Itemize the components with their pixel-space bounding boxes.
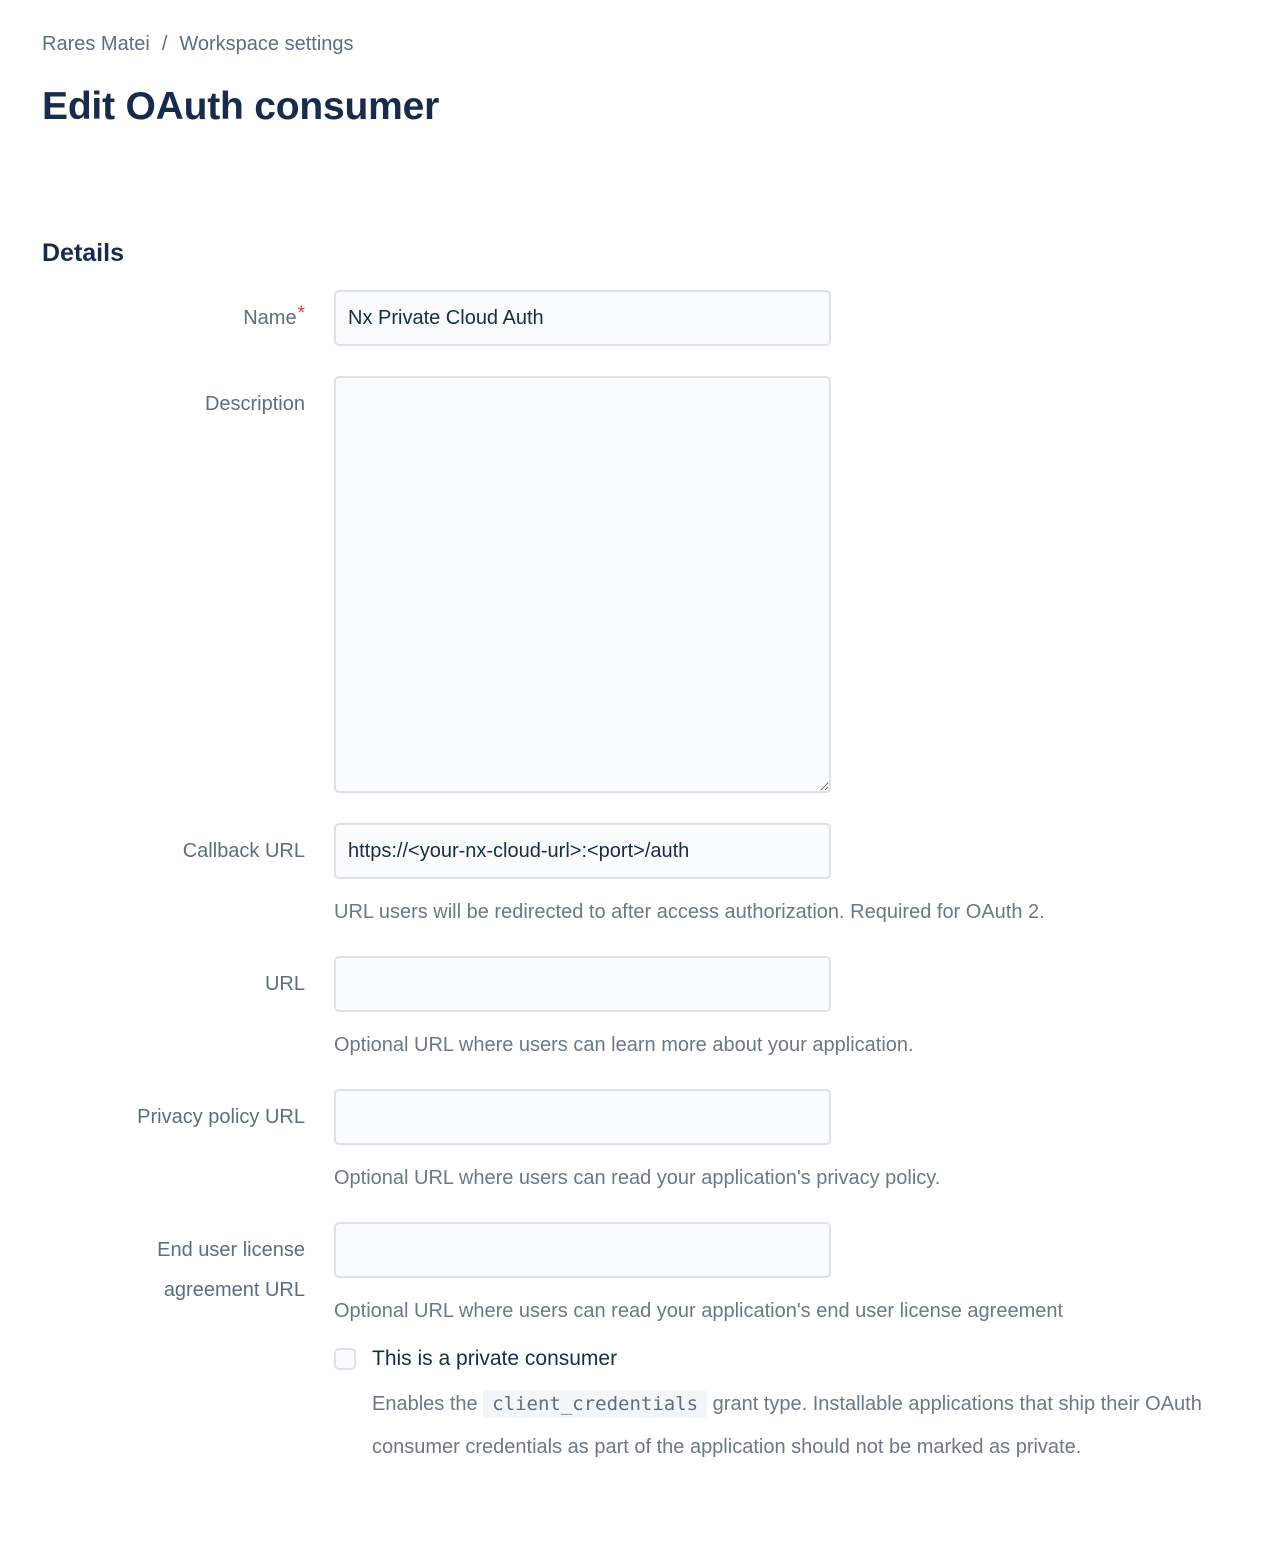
eula-url-help: Optional URL where users can read your application's end user license agreement xyxy=(334,1300,1064,1322)
private-consumer-help-suffix: grant type. Installable applications that ship their OAuth consumer credentials as part of the application should not be marked as private. xyxy=(372,1393,1202,1458)
eula-url-row xyxy=(42,1222,1236,1325)
callback-url-field-cell xyxy=(334,823,1236,926)
private-consumer-checkbox[interactable] xyxy=(334,1348,356,1370)
eula-url-label: End user license agreement URL xyxy=(157,1239,305,1301)
private-consumer-label[interactable]: This is a private consumer xyxy=(372,1347,618,1370)
eula-url-input[interactable] xyxy=(334,1222,831,1278)
description-label: Description xyxy=(204,393,305,415)
client-credentials-code-chip: client_credentials xyxy=(483,1390,707,1418)
breadcrumb-separator: / xyxy=(161,33,168,55)
url-help: Optional URL where users can learn more about your application. xyxy=(334,1034,914,1056)
callback-url-input[interactable] xyxy=(334,823,831,879)
description-field-cell xyxy=(334,376,1236,793)
breadcrumb-settings-link[interactable]: Workspace settings xyxy=(179,33,354,55)
url-label: URL xyxy=(264,973,305,995)
callback-url-row xyxy=(42,823,1236,926)
url-input[interactable] xyxy=(334,956,831,1012)
privacy-policy-url-row xyxy=(42,1089,1236,1192)
private-consumer-help-prefix: Enables the xyxy=(372,1393,484,1415)
oauth-consumer-form xyxy=(42,290,1236,1469)
breadcrumb xyxy=(42,33,1236,56)
private-consumer-field-cell xyxy=(334,1347,1236,1469)
description-row xyxy=(42,376,1236,793)
name-label xyxy=(42,290,305,346)
url-row xyxy=(42,956,1236,1059)
details-section-heading: Details xyxy=(42,239,124,267)
required-asterisk: * xyxy=(297,303,305,324)
privacy-policy-url-input[interactable] xyxy=(334,1089,831,1145)
callback-url-label: Callback URL xyxy=(182,840,305,862)
page-title: Edit OAuth consumer xyxy=(42,85,440,128)
eula-url-field-cell xyxy=(334,1222,1236,1325)
name-row xyxy=(42,290,1236,346)
private-consumer-label-spacer xyxy=(42,1347,305,1469)
description-textarea[interactable] xyxy=(334,376,831,793)
name-input[interactable] xyxy=(334,290,831,346)
name-field-cell xyxy=(334,290,1236,346)
name-label-text: Name xyxy=(243,307,297,329)
callback-url-help: URL users will be redirected to after access authorization. Required for OAuth 2. xyxy=(334,901,1045,923)
url-field-cell xyxy=(334,956,1236,1059)
privacy-policy-url-help: Optional URL where users can read your application's privacy policy. xyxy=(334,1167,941,1189)
private-consumer-checkbox-line xyxy=(334,1347,1236,1371)
privacy-policy-url-label: Privacy policy URL xyxy=(137,1106,305,1128)
breadcrumb-workspace-link[interactable]: Rares Matei xyxy=(42,33,150,55)
private-consumer-help xyxy=(372,1383,1204,1469)
private-consumer-row xyxy=(42,1347,1236,1469)
privacy-policy-url-field-cell xyxy=(334,1089,1236,1192)
